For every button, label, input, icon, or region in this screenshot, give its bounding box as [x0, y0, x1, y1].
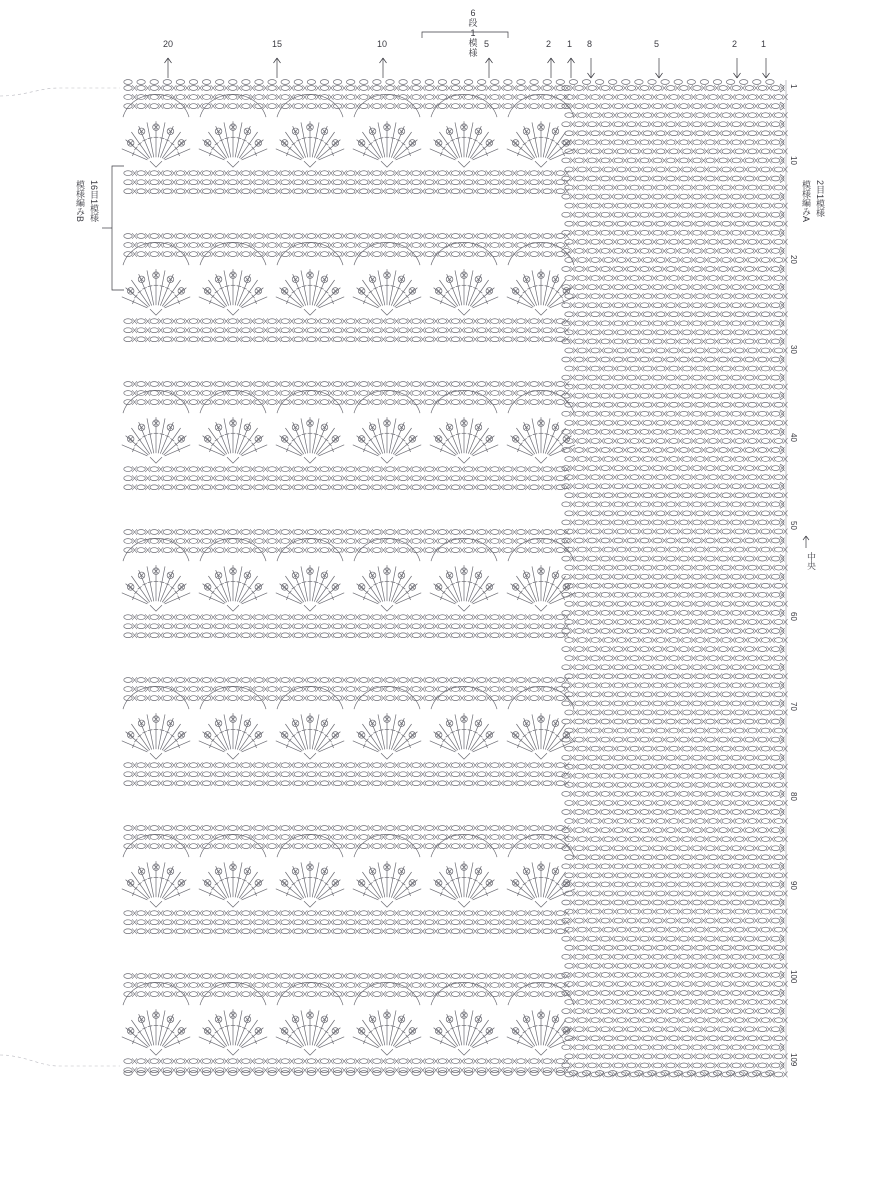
top-arrows: [165, 58, 770, 78]
top-bracket-label: 6 段 1 模 様: [468, 8, 478, 58]
row-number-80: 80: [789, 792, 798, 801]
row-number-10: 10: [789, 156, 798, 165]
row-number-30: 30: [789, 345, 798, 354]
row-number-1: 1: [789, 84, 798, 89]
pattern-a-repeat-label: 2目1模様: [815, 180, 825, 218]
top-number-10: 10: [377, 39, 388, 49]
pattern-a-label: 模様編みA: [801, 180, 811, 223]
pattern-b-repeat-label: 16目1模様: [89, 180, 99, 223]
row-number-109: 109: [789, 1053, 798, 1067]
row-number-100: 100: [789, 970, 798, 984]
row-number-70: 70: [789, 702, 798, 711]
top-number-5a: 5: [654, 39, 660, 49]
center-marker-label: 中央: [806, 552, 816, 570]
top-number-2a: 2: [732, 39, 738, 49]
row-number-20: 20: [789, 255, 798, 264]
row-number-60: 60: [789, 612, 798, 621]
top-number-5: 5: [484, 39, 490, 49]
top-number-1a: 1: [761, 39, 767, 49]
row-number-40: 40: [789, 433, 798, 442]
top-number-15: 15: [272, 39, 283, 49]
pattern-b-label: 模様編みB: [75, 180, 85, 223]
top-number-1b: 1: [567, 39, 573, 49]
row-number-50: 50: [789, 521, 798, 530]
top-number-2b: 2: [546, 39, 552, 49]
top-number-20: 20: [163, 39, 174, 49]
top-number-8: 8: [587, 39, 593, 49]
row-number-90: 90: [789, 881, 798, 890]
